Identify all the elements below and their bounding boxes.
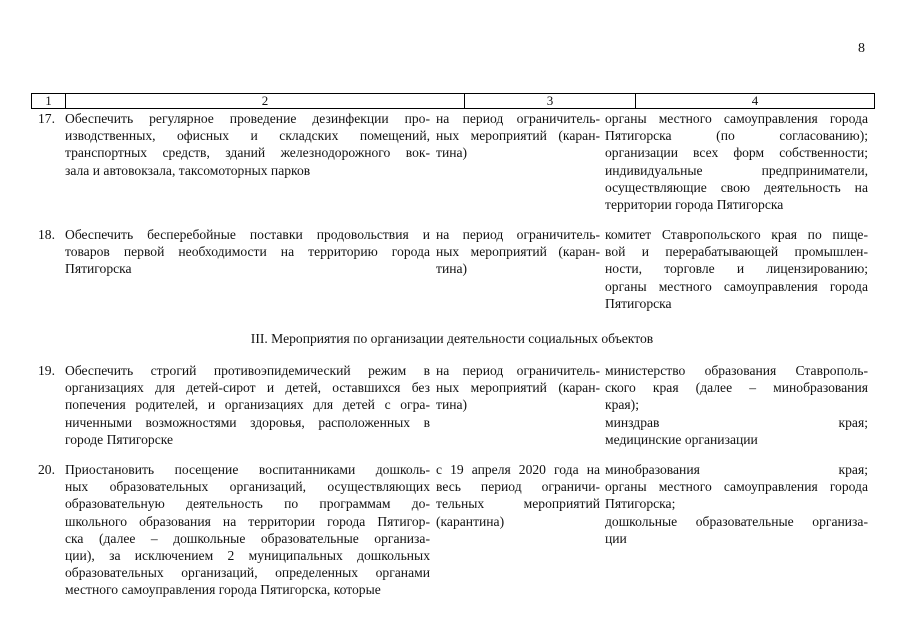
cell-line: ции — [605, 530, 627, 546]
cell-line: на период ограничитель- — [436, 111, 600, 126]
cell-line: осуществляющие свою деятельность на — [605, 179, 868, 195]
cell-line: на период ограничитель- — [436, 227, 600, 242]
cell-line: образовательных организаций, определенных органами — [65, 565, 430, 581]
cell-line: ных образовательных организаций, осуществляющих — [65, 479, 430, 495]
cell-line: вой и перерабатывающей промышлен- — [605, 244, 868, 260]
cell-line: ниченными возможностями здоровья, расположенных в — [65, 414, 430, 430]
cell-line: индивидуальные предприниматели, — [605, 162, 868, 178]
cell-line: весь период ограничи- — [436, 479, 600, 495]
cell-line: территории города Пятигорска — [605, 197, 784, 213]
cell-line: Пятигорска — [605, 295, 672, 311]
cell-line: городе Пятигорске — [65, 431, 174, 447]
row-number: 20. — [38, 462, 55, 477]
cell-line: медицинские организации — [605, 431, 758, 447]
cell-c3 — [436, 461, 600, 530]
header-col-2: 2 — [66, 94, 465, 108]
cell-line: ных мероприятий (каран- — [436, 380, 600, 396]
cell-line: транспортных средств, зданий железнодорожного вок- — [65, 145, 430, 161]
cell-line: (карантина) — [436, 513, 505, 529]
cell-line: ности, торговле и лицензированию; — [605, 261, 868, 277]
cell-c3 — [436, 362, 600, 414]
cell-c2 — [65, 461, 430, 599]
cell-line: тина) — [436, 397, 468, 413]
page-number: 8 — [858, 41, 865, 56]
cell-line: Пятигорска; — [605, 496, 676, 512]
header-col-1: 1 — [32, 94, 66, 108]
cell-line: организации всех форм собственности; — [605, 145, 868, 161]
cell-line: органы местного самоуправления города — [605, 479, 868, 495]
cell-line: ска (далее – дошкольные образовательные организа- — [65, 530, 430, 546]
cell-line: дошкольные образовательные организа- — [605, 513, 868, 529]
cell-line: тельных мероприятий — [436, 496, 600, 512]
cell-c4 — [605, 110, 868, 213]
cell-c3 — [436, 110, 600, 162]
cell-line: школьного образования на территории города Пятигор- — [65, 513, 430, 529]
cell-line: минобразования края; — [605, 462, 868, 477]
cell-line: Обеспечить строгий противоэпидемический режим в — [65, 363, 430, 378]
cell-line: на период ограничитель- — [436, 363, 600, 378]
section-title: III. Мероприятия по организации деятельности социальных объектов — [250, 331, 654, 346]
cell-line: органы местного самоуправления города — [605, 111, 868, 126]
cell-line: с 19 апреля 2020 года на — [436, 462, 600, 477]
cell-c4 — [605, 362, 868, 448]
cell-line: Обеспечить регулярное проведение дезинфекции про- — [65, 111, 430, 126]
cell-line: Приостановить посещение воспитанниками дошколь- — [65, 462, 430, 477]
header-col-4: 4 — [751, 93, 759, 108]
cell-line: изводственных, офисных и складских помещений, — [65, 128, 430, 144]
cell-c4 — [605, 461, 868, 547]
cell-line: зала и автовокзала, таксомоторных парков — [65, 162, 311, 178]
cell-line: Пятигорска (по согласованию); — [605, 128, 868, 144]
header-col-3: 3 — [465, 94, 636, 108]
row-number: 17. — [38, 111, 55, 126]
cell-line: органы местного самоуправления города — [605, 278, 868, 294]
cell-line: местного самоуправления города Пятигорска, которые — [65, 582, 381, 598]
cell-c3 — [436, 226, 600, 278]
cell-line: ных мероприятий (каран- — [436, 128, 600, 144]
row-number: 18. — [38, 227, 55, 242]
cell-line: комитет Ставропольского края по пище- — [605, 227, 868, 242]
cell-line: минздрав края; — [605, 414, 868, 430]
cell-line: Обеспечить бесперебойные поставки продовольствия и — [65, 227, 430, 242]
cell-line: министерство образования Ставрополь- — [605, 363, 868, 378]
cell-line: тина) — [436, 261, 468, 277]
row-number: 19. — [38, 363, 55, 378]
cell-line: края); — [605, 397, 639, 413]
cell-line: ции), за исключением 2 муниципальных дошкольных — [65, 548, 430, 564]
cell-line: товаров первой необходимости на территорию города — [65, 244, 430, 260]
cell-c2 — [65, 226, 430, 278]
cell-line: Пятигорска — [65, 261, 132, 277]
cell-line: организациях для детей-сирот и детей, оставшихся без — [65, 380, 430, 396]
cell-line: образовательную деятельность по программам до- — [65, 496, 430, 512]
cell-c2 — [65, 362, 430, 448]
cell-line: попечения родителей, и организациях для детей с огра- — [65, 397, 430, 413]
cell-c4 — [605, 226, 868, 312]
table-header — [31, 93, 875, 109]
cell-line: тина) — [436, 145, 468, 161]
cell-line: ского края (далее – минобразования — [605, 380, 868, 396]
cell-line: ных мероприятий (каран- — [436, 244, 600, 260]
cell-c2 — [65, 110, 430, 179]
